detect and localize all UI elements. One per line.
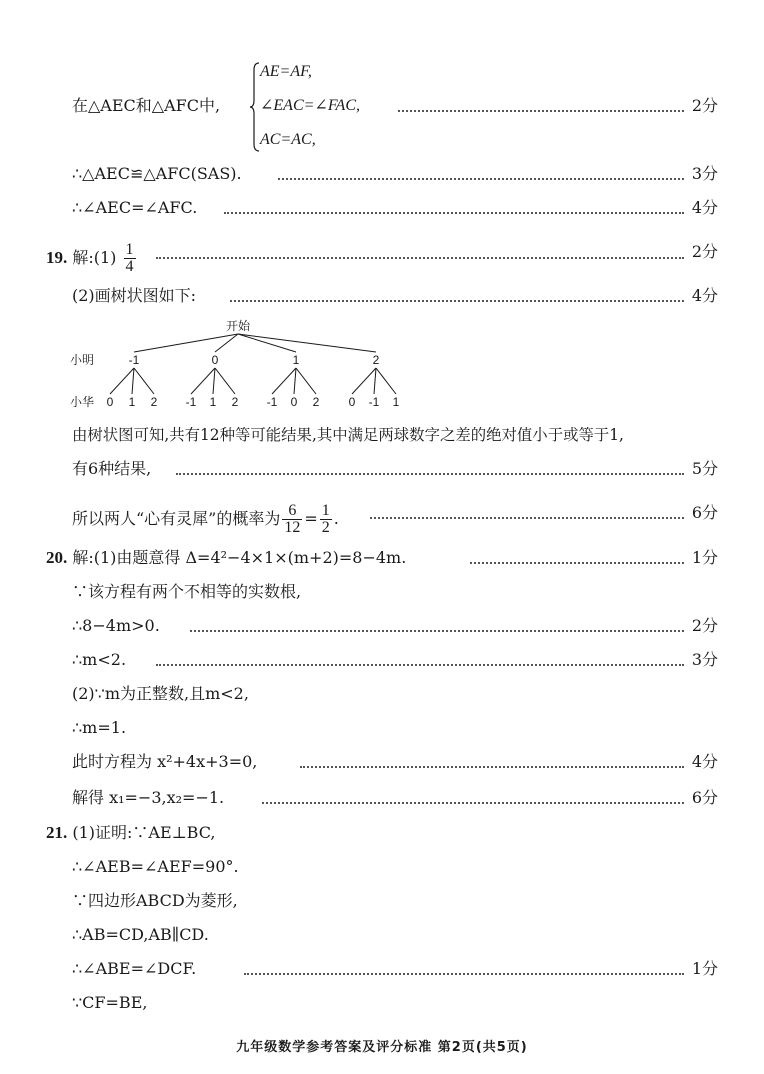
- tree-leaf: 2: [312, 395, 320, 409]
- q18-case-3: AC=AC,: [260, 131, 316, 148]
- q20-line-5: (2)∵m为正整数,且m<2,: [72, 684, 249, 703]
- tree-leaf: 1: [209, 395, 217, 409]
- q19-probability: [72, 503, 339, 536]
- q19-score-4: 6分: [691, 503, 718, 522]
- q21-line-1: [46, 823, 216, 843]
- q20-line-3: ∴8−4m>0.: [72, 616, 160, 635]
- tree-leaf: 1: [392, 395, 400, 409]
- q20-line-8: 解得 x₁=−3,x₂=−1.: [72, 788, 225, 807]
- tree-branches: [110, 334, 396, 394]
- q20-line-4: ∴m<2.: [72, 650, 127, 669]
- tree-leaf: -1: [185, 395, 197, 409]
- q21-line-6: ∵CF=BE,: [72, 993, 148, 1012]
- question-number: 21.: [46, 823, 68, 842]
- leader-dots: [156, 664, 684, 666]
- tree-label-xiaohua: 小华: [70, 395, 95, 409]
- leader-dots: [230, 300, 684, 302]
- q20-score-1: 1分: [691, 548, 718, 567]
- q18-score-1: 2分: [691, 96, 718, 115]
- q19-part-1: [46, 242, 138, 275]
- q21-line-3: ∵四边形ABCD为菱形,: [72, 891, 238, 910]
- q20-score-3: 3分: [691, 650, 718, 669]
- tree-leaf: -1: [266, 395, 278, 409]
- q21-line-5: ∴∠ABE=∠DCF.: [72, 959, 197, 978]
- denominator: 2: [321, 519, 330, 536]
- q20-line-6: ∴m=1.: [72, 718, 127, 737]
- leader-dots: [190, 630, 684, 632]
- q19-conclusion-1: 由树状图可知,共有12种等可能结果,其中满足两球数字之差的绝对值小于或等于1,: [72, 426, 624, 444]
- q18-case-1: AE=AF,: [260, 63, 312, 80]
- leader-dots: [300, 766, 684, 768]
- period: .: [333, 509, 339, 528]
- question-number: 19.: [46, 248, 68, 267]
- leader-dots: [370, 517, 684, 519]
- leader-dots: [176, 473, 684, 475]
- q20-line-2: ∵该方程有两个不相等的实数根,: [72, 582, 302, 601]
- q18-score-2: 3分: [691, 164, 718, 183]
- leader-dots: [156, 257, 684, 259]
- leader-dots: [244, 973, 684, 975]
- q18-line-3: ∴∠AEC=∠AFC.: [72, 198, 198, 217]
- tree-label-xiaoming: 小明: [70, 353, 95, 367]
- tree-node: 1: [292, 353, 300, 367]
- tree-leaf: 0: [106, 395, 114, 409]
- equals-sign: =: [304, 509, 318, 528]
- q19-score-3: 5分: [691, 459, 718, 478]
- q20-score-2: 2分: [691, 616, 718, 635]
- tree-leaf: 0: [290, 395, 298, 409]
- leader-dots: [470, 562, 684, 564]
- tree-leaf: 2: [231, 395, 239, 409]
- q18-intro: 在△AEC和△AFC中,: [72, 96, 221, 115]
- q19-part1-prefix: 解:(1): [72, 248, 117, 267]
- tree-leaf: -1: [368, 395, 380, 409]
- leader-dots: [278, 178, 684, 180]
- q18-case-2: ∠EAC=∠FAC,: [260, 97, 360, 114]
- q19-conclusion-2: 有6种结果,: [72, 459, 152, 478]
- q20-score-4: 4分: [691, 752, 718, 771]
- q20-line1-text: 解:(1)由题意得 Δ=4²−4×1×(m+2)=8−4m.: [72, 548, 407, 567]
- denominator: 4: [125, 258, 134, 275]
- denominator: 12: [284, 519, 301, 536]
- q19-part-2: (2)画树状图如下:: [72, 286, 197, 305]
- tree-node: 2: [372, 353, 380, 367]
- fraction: [320, 503, 332, 536]
- tree-leaf: 2: [150, 395, 158, 409]
- q20-score-5: 6分: [691, 788, 718, 807]
- q20-line-7: 此时方程为 x²+4x+3=0,: [72, 752, 258, 771]
- tree-leaf: 1: [128, 395, 136, 409]
- leader-dots: [224, 212, 684, 214]
- q18-score-3: 4分: [691, 198, 718, 217]
- q19-prob-prefix: 所以两人“心有灵犀”的概率为: [72, 509, 281, 528]
- fraction: [282, 503, 302, 536]
- brace-icon: [250, 62, 260, 152]
- q21-line-2: ∴∠AEB=∠AEF=90°.: [72, 857, 239, 876]
- q20-line-1: [46, 548, 406, 568]
- q18-line-2: ∴△AEC≌△AFC(SAS).: [72, 164, 242, 183]
- tree-diagram: [70, 318, 410, 414]
- q19-score-2: 4分: [691, 286, 718, 305]
- tree-node: 0: [211, 353, 219, 367]
- numerator: 1: [321, 502, 330, 519]
- tree-root: 开始: [225, 319, 251, 333]
- tree-leaf: 0: [348, 395, 356, 409]
- page-footer: 九年级数学参考答案及评分标准 第2页(共5页): [236, 1040, 528, 1055]
- fraction: [124, 242, 136, 275]
- tree-node: -1: [128, 353, 140, 367]
- numerator: 1: [125, 241, 134, 258]
- leader-dots: [262, 802, 684, 804]
- q21-line-4: ∴AB=CD,AB∥CD.: [72, 925, 209, 944]
- leader-dots: [398, 110, 684, 112]
- q19-score-1: 2分: [691, 242, 718, 261]
- q21-score-1: 1分: [691, 959, 718, 978]
- q21-line1-text: (1)证明:∵AE⊥BC,: [72, 823, 216, 842]
- question-number: 20.: [46, 548, 68, 567]
- numerator: 6: [282, 503, 302, 520]
